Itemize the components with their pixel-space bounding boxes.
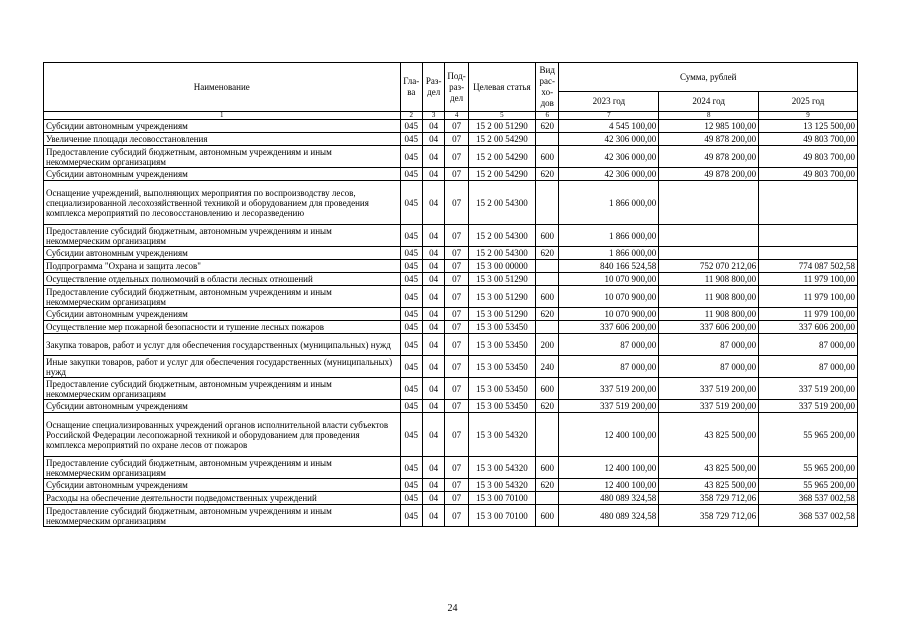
column-number: 9	[759, 112, 858, 120]
row-glava: 045	[400, 120, 422, 133]
row-podrazdel: 07	[445, 321, 468, 334]
row-tselevaya: 15 3 00 53450	[468, 356, 535, 378]
row-name: Субсидии автономным учреждениям	[44, 120, 401, 133]
row-sum-2023: 337 519 200,00	[559, 400, 659, 413]
row-razdel: 04	[422, 400, 444, 413]
row-sum-2025: 55 965 200,00	[759, 457, 858, 479]
row-podrazdel: 07	[445, 168, 468, 181]
header-summa: Сумма, рублей	[559, 63, 858, 92]
row-name: Расходы на обеспечение деятельности подведомственных учреждений	[44, 492, 401, 505]
row-sum-2025: 55 965 200,00	[759, 413, 858, 457]
row-sum-2025: 774 087 502,58	[759, 260, 858, 273]
row-sum-2025: 55 965 200,00	[759, 479, 858, 492]
column-number-row	[44, 112, 858, 120]
row-glava: 045	[400, 260, 422, 273]
row-vid: 620	[536, 168, 559, 181]
row-sum-2024	[659, 247, 759, 260]
row-sum-2025	[759, 225, 858, 247]
header-razdel: Раз-дел	[422, 63, 444, 112]
row-razdel: 04	[422, 225, 444, 247]
row-name: Субсидии автономным учреждениям	[44, 479, 401, 492]
row-razdel: 04	[422, 413, 444, 457]
row-razdel: 04	[422, 334, 444, 356]
row-vid	[536, 133, 559, 146]
row-vid	[536, 181, 559, 225]
row-podrazdel: 07	[445, 356, 468, 378]
table-row	[44, 505, 858, 527]
row-razdel: 04	[422, 505, 444, 527]
row-tselevaya: 15 3 00 54320	[468, 457, 535, 479]
row-razdel: 04	[422, 168, 444, 181]
table-row	[44, 400, 858, 413]
row-vid	[536, 273, 559, 286]
row-tselevaya: 15 3 00 54320	[468, 413, 535, 457]
row-glava: 045	[400, 413, 422, 457]
row-sum-2023: 12 400 100,00	[559, 479, 659, 492]
row-sum-2023: 87 000,00	[559, 356, 659, 378]
table-row	[44, 308, 858, 321]
row-vid: 600	[536, 378, 559, 400]
row-razdel: 04	[422, 492, 444, 505]
row-glava: 045	[400, 356, 422, 378]
table-row	[44, 321, 858, 334]
row-glava: 045	[400, 400, 422, 413]
row-sum-2023: 42 306 000,00	[559, 133, 659, 146]
row-sum-2025: 368 537 002,58	[759, 492, 858, 505]
row-glava: 045	[400, 273, 422, 286]
column-number: 5	[468, 112, 535, 120]
column-number: 3	[422, 112, 444, 120]
row-glava: 045	[400, 321, 422, 334]
row-name: Предоставление субсидий бюджетным, автономным учреждениям и иным некоммерческим организациям	[44, 146, 401, 168]
row-razdel: 04	[422, 479, 444, 492]
table-row	[44, 146, 858, 168]
table-row	[44, 181, 858, 225]
column-number: 2	[400, 112, 422, 120]
row-sum-2023: 1 866 000,00	[559, 181, 659, 225]
row-glava: 045	[400, 225, 422, 247]
row-sum-2025: 11 979 100,00	[759, 286, 858, 308]
row-glava: 045	[400, 492, 422, 505]
row-podrazdel: 07	[445, 492, 468, 505]
table-row	[44, 247, 858, 260]
row-podrazdel: 07	[445, 181, 468, 225]
row-name: Осуществление мер пожарной безопасности и тушение лесных пожаров	[44, 321, 401, 334]
row-sum-2024: 49 878 200,00	[659, 146, 759, 168]
row-razdel: 04	[422, 286, 444, 308]
row-sum-2023: 337 606 200,00	[559, 321, 659, 334]
row-sum-2025: 49 803 700,00	[759, 146, 858, 168]
row-podrazdel: 07	[445, 308, 468, 321]
row-name: Предоставление субсидий бюджетным, автономным учреждениям и иным некоммерческим организациям	[44, 225, 401, 247]
table-row	[44, 479, 858, 492]
row-sum-2025: 337 519 200,00	[759, 378, 858, 400]
row-glava: 045	[400, 168, 422, 181]
header-glava: Гла-ва	[400, 63, 422, 112]
row-vid: 600	[536, 457, 559, 479]
table-row	[44, 120, 858, 133]
header-row	[44, 63, 858, 92]
row-sum-2025: 337 519 200,00	[759, 400, 858, 413]
row-glava: 045	[400, 286, 422, 308]
row-razdel: 04	[422, 247, 444, 260]
row-podrazdel: 07	[445, 286, 468, 308]
row-sum-2024: 337 519 200,00	[659, 400, 759, 413]
row-vid: 600	[536, 225, 559, 247]
header-podrazdel: Под-раз-дел	[445, 63, 468, 112]
header-year-2023: 2023 год	[559, 92, 659, 112]
row-vid	[536, 260, 559, 273]
row-sum-2024: 11 908 800,00	[659, 273, 759, 286]
row-name: Предоставление субсидий бюджетным, автономным учреждениям и иным некоммерческим организациям	[44, 457, 401, 479]
row-tselevaya: 15 3 00 51290	[468, 286, 535, 308]
row-tselevaya: 15 3 00 53450	[468, 321, 535, 334]
row-vid	[536, 321, 559, 334]
row-sum-2024	[659, 181, 759, 225]
table-row	[44, 492, 858, 505]
table-row	[44, 356, 858, 378]
row-name: Предоставление субсидий бюджетным, автономным учреждениям и иным некоммерческим организациям	[44, 378, 401, 400]
row-name: Субсидии автономным учреждениям	[44, 308, 401, 321]
row-sum-2025: 49 803 700,00	[759, 133, 858, 146]
row-tselevaya: 15 2 00 54300	[468, 247, 535, 260]
row-tselevaya: 15 3 00 00000	[468, 260, 535, 273]
row-glava: 045	[400, 479, 422, 492]
row-sum-2023: 840 166 524,58	[559, 260, 659, 273]
row-sum-2023: 12 400 100,00	[559, 457, 659, 479]
row-sum-2024: 337 606 200,00	[659, 321, 759, 334]
row-sum-2025	[759, 247, 858, 260]
row-sum-2024: 49 878 200,00	[659, 168, 759, 181]
table-row	[44, 133, 858, 146]
column-number: 8	[659, 112, 759, 120]
row-podrazdel: 07	[445, 133, 468, 146]
row-name: Субсидии автономным учреждениям	[44, 247, 401, 260]
page-number: 24	[447, 603, 458, 614]
table-body	[44, 120, 858, 527]
row-razdel: 04	[422, 260, 444, 273]
table-row	[44, 334, 858, 356]
row-razdel: 04	[422, 273, 444, 286]
row-razdel: 04	[422, 146, 444, 168]
row-vid: 600	[536, 286, 559, 308]
row-sum-2023: 10 070 900,00	[559, 286, 659, 308]
table-row	[44, 273, 858, 286]
row-sum-2023: 4 545 100,00	[559, 120, 659, 133]
column-number: 1	[44, 112, 401, 120]
row-razdel: 04	[422, 457, 444, 479]
header-year-2024: 2024 год	[659, 92, 759, 112]
header-name: Наименование	[44, 63, 401, 112]
table-row	[44, 168, 858, 181]
row-glava: 045	[400, 505, 422, 527]
row-name: Подпрограмма "Охрана и защита лесов"	[44, 260, 401, 273]
row-name: Предоставление субсидий бюджетным, автономным учреждениям и иным некоммерческим организациям	[44, 505, 401, 527]
row-glava: 045	[400, 133, 422, 146]
row-vid: 620	[536, 120, 559, 133]
row-sum-2025: 11 979 100,00	[759, 273, 858, 286]
row-sum-2024: 87 000,00	[659, 334, 759, 356]
row-vid: 200	[536, 334, 559, 356]
row-vid: 600	[536, 146, 559, 168]
row-sum-2023: 12 400 100,00	[559, 413, 659, 457]
row-sum-2025: 337 606 200,00	[759, 321, 858, 334]
row-sum-2024: 43 825 500,00	[659, 413, 759, 457]
row-tselevaya: 15 3 00 53450	[468, 334, 535, 356]
row-sum-2024: 337 519 200,00	[659, 378, 759, 400]
row-podrazdel: 07	[445, 120, 468, 133]
row-name: Закупка товаров, работ и услуг для обеспечения государственных (муниципальных) нужд	[44, 334, 401, 356]
row-tselevaya: 15 2 00 54290	[468, 133, 535, 146]
row-glava: 045	[400, 308, 422, 321]
row-sum-2024: 358 729 712,06	[659, 492, 759, 505]
row-podrazdel: 07	[445, 273, 468, 286]
row-name: Субсидии автономным учреждениям	[44, 168, 401, 181]
row-sum-2025: 87 000,00	[759, 334, 858, 356]
row-podrazdel: 07	[445, 146, 468, 168]
table-row	[44, 457, 858, 479]
row-glava: 045	[400, 457, 422, 479]
row-vid: 620	[536, 308, 559, 321]
header-year-2025: 2025 год	[759, 92, 858, 112]
row-podrazdel: 07	[445, 334, 468, 356]
row-sum-2024	[659, 225, 759, 247]
row-sum-2025	[759, 181, 858, 225]
row-glava: 045	[400, 334, 422, 356]
row-sum-2025: 49 803 700,00	[759, 168, 858, 181]
row-tselevaya: 15 2 00 51290	[468, 120, 535, 133]
row-tselevaya: 15 3 00 53450	[468, 400, 535, 413]
row-name: Осуществление отдельных полномочий в области лесных отношений	[44, 273, 401, 286]
row-name: Субсидии автономным учреждениям	[44, 400, 401, 413]
row-glava: 045	[400, 247, 422, 260]
row-tselevaya: 15 2 00 54300	[468, 225, 535, 247]
row-sum-2025: 87 000,00	[759, 356, 858, 378]
row-tselevaya: 15 2 00 54290	[468, 146, 535, 168]
row-razdel: 04	[422, 378, 444, 400]
row-podrazdel: 07	[445, 505, 468, 527]
row-tselevaya: 15 3 00 53450	[468, 378, 535, 400]
row-tselevaya: 15 3 00 51290	[468, 308, 535, 321]
row-sum-2023: 480 089 324,58	[559, 505, 659, 527]
row-sum-2023: 87 000,00	[559, 334, 659, 356]
row-vid: 620	[536, 400, 559, 413]
row-name: Оснащение учреждений, выполняющих мероприятия по воспроизводству лесов, специализированной лесохозяйственной техникой и оборудованием для проведения комплекса мероприятий по лесовосстановлению и лесоразведению	[44, 181, 401, 225]
row-tselevaya: 15 2 00 54300	[468, 181, 535, 225]
row-vid: 240	[536, 356, 559, 378]
row-sum-2025: 13 125 500,00	[759, 120, 858, 133]
row-razdel: 04	[422, 120, 444, 133]
row-tselevaya: 15 3 00 70100	[468, 505, 535, 527]
row-razdel: 04	[422, 356, 444, 378]
header-tselevaya: Целевая статья	[468, 63, 535, 112]
row-sum-2024: 87 000,00	[659, 356, 759, 378]
row-sum-2024: 43 825 500,00	[659, 479, 759, 492]
row-name: Увеличение площади лесовосстановления	[44, 133, 401, 146]
row-podrazdel: 07	[445, 260, 468, 273]
row-vid	[536, 492, 559, 505]
row-sum-2024: 43 825 500,00	[659, 457, 759, 479]
row-tselevaya: 15 3 00 70100	[468, 492, 535, 505]
row-razdel: 04	[422, 133, 444, 146]
row-sum-2025: 368 537 002,58	[759, 505, 858, 527]
row-sum-2024: 358 729 712,06	[659, 505, 759, 527]
row-razdel: 04	[422, 308, 444, 321]
row-glava: 045	[400, 146, 422, 168]
row-vid	[536, 413, 559, 457]
row-sum-2024: 49 878 200,00	[659, 133, 759, 146]
row-sum-2023: 42 306 000,00	[559, 168, 659, 181]
row-sum-2024: 752 070 212,06	[659, 260, 759, 273]
row-glava: 045	[400, 181, 422, 225]
table-row	[44, 286, 858, 308]
row-podrazdel: 07	[445, 378, 468, 400]
column-number: 4	[445, 112, 468, 120]
table-row	[44, 413, 858, 457]
row-sum-2024: 12 985 100,00	[659, 120, 759, 133]
column-number: 6	[536, 112, 559, 120]
row-name: Оснащение специализированных учреждений органов исполнительной власти субъектов Российской Федерации лесопожарной техникой и оборудованием для проведения комплекса мероприятий по охране лесов от пожаров	[44, 413, 401, 457]
row-vid: 620	[536, 479, 559, 492]
row-podrazdel: 07	[445, 479, 468, 492]
row-sum-2024: 11 908 800,00	[659, 286, 759, 308]
row-podrazdel: 07	[445, 225, 468, 247]
column-number: 7	[559, 112, 659, 120]
row-sum-2023: 10 070 900,00	[559, 308, 659, 321]
row-sum-2023: 10 070 900,00	[559, 273, 659, 286]
row-tselevaya: 15 2 00 54290	[468, 168, 535, 181]
table-row	[44, 378, 858, 400]
row-podrazdel: 07	[445, 247, 468, 260]
row-tselevaya: 15 3 00 54320	[468, 479, 535, 492]
row-tselevaya: 15 3 00 51290	[468, 273, 535, 286]
header-vid: Вид рас-хо-дов	[536, 63, 559, 112]
row-sum-2023: 1 866 000,00	[559, 225, 659, 247]
row-name: Иные закупки товаров, работ и услуг для обеспечения государственных (муниципальных) нужд	[44, 356, 401, 378]
row-sum-2023: 480 089 324,58	[559, 492, 659, 505]
table-row	[44, 225, 858, 247]
row-podrazdel: 07	[445, 413, 468, 457]
row-sum-2023: 42 306 000,00	[559, 146, 659, 168]
row-sum-2023: 1 866 000,00	[559, 247, 659, 260]
row-sum-2024: 11 908 800,00	[659, 308, 759, 321]
row-razdel: 04	[422, 181, 444, 225]
row-vid: 620	[536, 247, 559, 260]
table-row	[44, 260, 858, 273]
row-name: Предоставление субсидий бюджетным, автономным учреждениям и иным некоммерческим организациям	[44, 286, 401, 308]
row-vid: 600	[536, 505, 559, 527]
row-podrazdel: 07	[445, 400, 468, 413]
row-sum-2025: 11 979 100,00	[759, 308, 858, 321]
budget-table	[43, 62, 858, 527]
row-glava: 045	[400, 378, 422, 400]
row-razdel: 04	[422, 321, 444, 334]
row-sum-2023: 337 519 200,00	[559, 378, 659, 400]
row-podrazdel: 07	[445, 457, 468, 479]
